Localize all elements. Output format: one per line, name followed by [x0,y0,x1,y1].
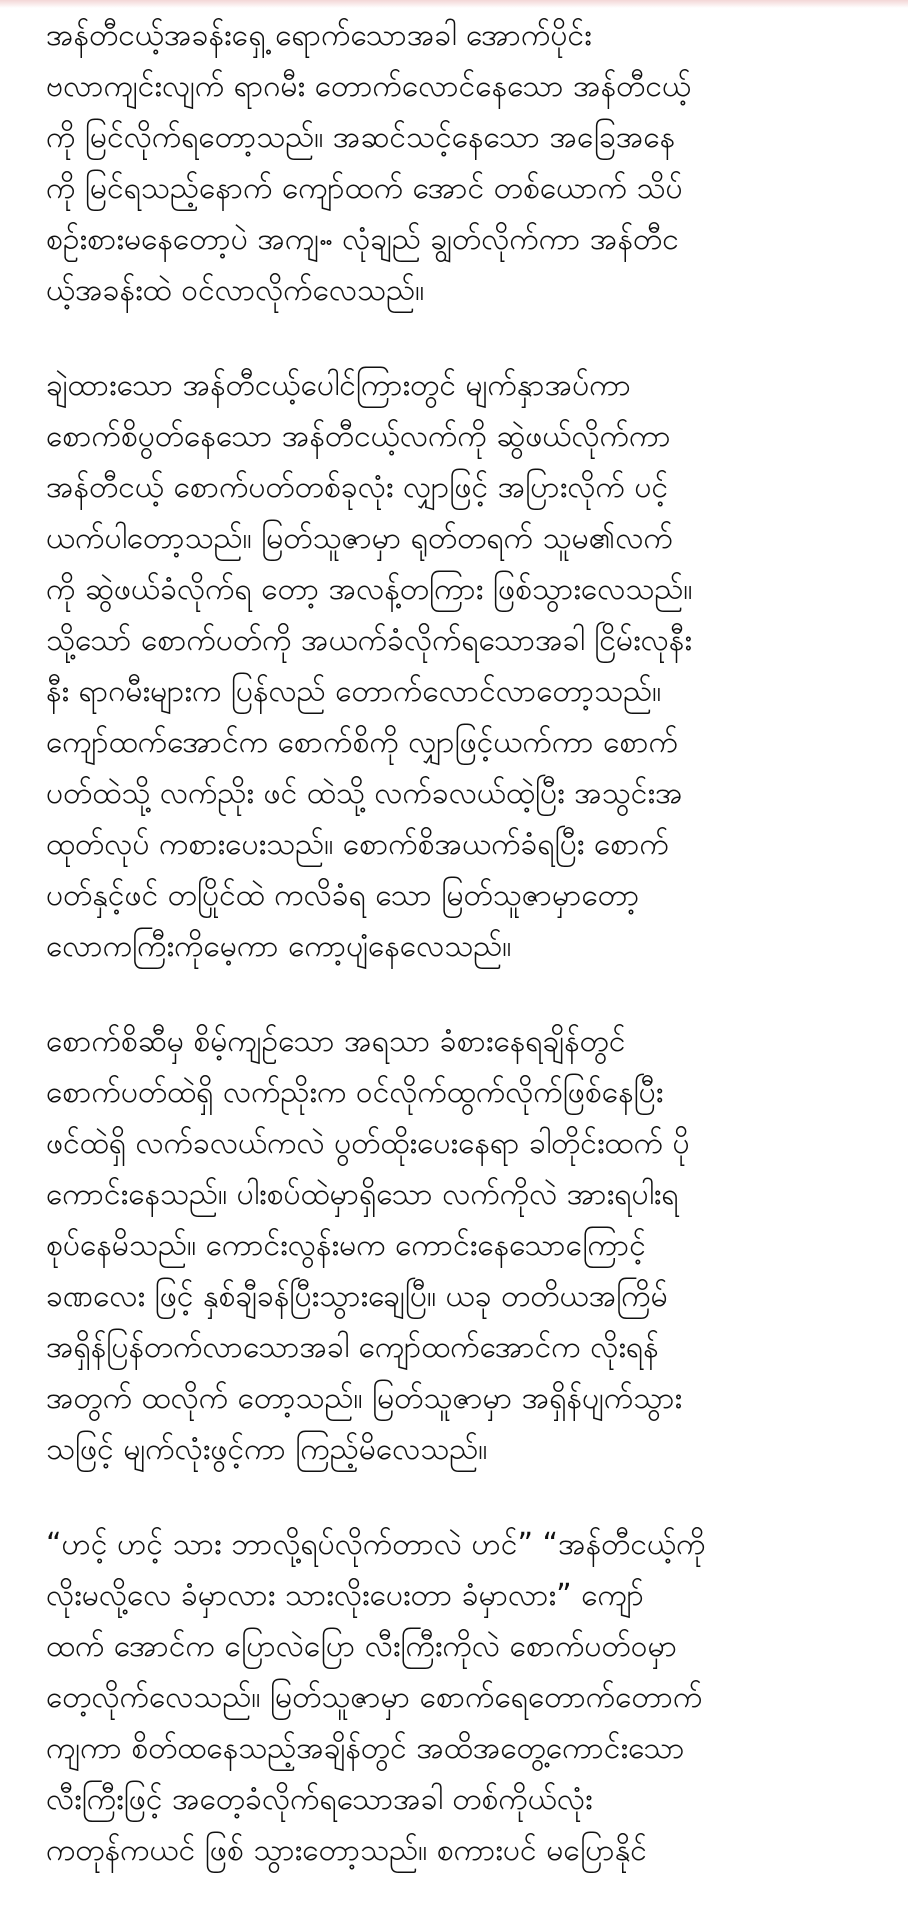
paragraph-4 [46,1519,868,1876]
text-line: ကို ဆွဲဖယ်ခံလိုက်ရ တော့ အလန့်တကြား ဖြစ်သွားလေသည်။ [46,572,693,607]
text-line: ပတ်ထဲသို့ လက်ညိုး ဖင် ထဲသို့ လက်ခလယ်ထဲ့ပြီး အသွင်းအ [46,776,683,811]
text-line: ကတုန်ကယင် ဖြစ် သွားတော့သည်။ စကားပင် မပြောနိုင် [46,1833,647,1868]
text-line: ထက် အောင်က ပြောလဲပြော လီးကြီးကိုလဲ စောက်ပတ်ဝမှာ [46,1629,678,1664]
text-line: လိုးမလို့လေ ခံမှာလား သားလိုးပေးတာ ခံမှာလား” ကျော် [46,1578,644,1613]
text-line: “ဟင့် ဟင့် သား ဘာလို့ရပ်လိုက်တာလဲ ဟင်” “အန်တီငယ့်ကို [46,1527,706,1562]
text-line: လီးကြီးဖြင့် အတေ့ခံလိုက်ရသောအခါ တစ်ကိုယ်လုံး [46,1782,593,1817]
text-line: ကျကာ စိတ်ထနေသည့်အချိန်တွင် အထိအတွေ့ကောင်းသော [46,1731,685,1766]
text-line: အတွက် ထလိုက် တော့သည်။ မြတ်သူဇာမှာ အရှိန်ပျက်သွား [46,1381,683,1416]
text-line: အရှိန်ပြန်တက်လာသောအခါ ကျော်ထက်အောင်က လိုးရန် [46,1330,659,1365]
text-line: ယက်ပါတော့သည်။ မြတ်သူဇာမှာ ရုတ်တရက် သူမ၏လက် [46,521,673,556]
text-line: ဖင်ထဲရှိ လက်ခလယ်ကလဲ ပွတ်ထိုးပေးနေရာ ခါတိုင်းထက် ပို [46,1126,690,1161]
text-line: ဗလာကျင်းလျက် ရာဂမီး တောက်လောင်နေသော အန်တီငယ့် [46,69,692,104]
text-line: ယ့်အခန်းထဲ ဝင်လာလိုက်လေသည်။ [46,273,425,308]
text-line: စဉ်းစားမနေတော့ပဲ အကျႌ လုံချည် ချွတ်လိုက်ကာ အန်တီင [46,222,679,257]
text-line: ပတ်နှင့်ဖင် တပြိုင်ထဲ ကလိခံရ သော မြတ်သူဇာမှာတော့ [46,878,640,913]
text-line: ကို မြင်ရသည့်နောက် ကျော်ထက် အောင် တစ်ယောက် သိပ် [46,171,683,206]
text-line: ကောင်းနေသည်။ ပါးစပ်ထဲမှာရှိသော လက်ကိုလဲ အားရပါးရ [46,1177,679,1212]
text-line: ထုတ်လုပ် ကစားပေးသည်။ စောက်စိအယက်ခံရပြီး စောက် [46,827,669,862]
text-line: တေ့လိုက်လေသည်။ မြတ်သူဇာမှာ စောက်ရေတောက်တောက် [46,1680,703,1715]
text-line: ကို မြင်လိုက်ရတော့သည်။ အဆင်သင့်နေသော အခြေအနေ [46,120,676,155]
text-line: ချဲထားသော အန်တီငယ့်ပေါင်ကြားတွင် မျက်နှာအပ်ကာ [46,368,631,403]
text-line: အန်တီငယ့် စောက်ပတ်တစ်ခုလုံး လျှာဖြင့် အပြားလိုက် ပင့် [46,470,669,505]
article-body[interactable] [46,10,868,1920]
text-line: စုပ်နေမိသည်။ ကောင်းလွန်းမက ကောင်းနေသောကြောင့် [46,1228,646,1263]
text-line: လောကကြီးကိုမေ့ကာ ကော့ပျံနေလေသည်။ [46,929,512,964]
paragraph-3 [46,1016,868,1475]
text-line: စောက်စိပွတ်နေသော အန်တီငယ့်လက်ကို ဆွဲဖယ်လိုက်ကာ [46,419,671,454]
text-line: နီး ရာဂမီးများက ပြန်လည် တောက်လောင်လာတော့သည်။ [46,674,662,709]
text-line: အန်တီငယ့်အခန်းရှေ့ ရောက်သောအခါ အောက်ပိုင်း [46,18,592,53]
text-line: စောက်ပတ်ထဲရှိ လက်ညိုးက ဝင်လိုက်ထွက်လိုက်ဖြစ်နေပြီး [46,1075,664,1110]
text-line: သို့သော် စောက်ပတ်ကို အယက်ခံလိုက်ရသောအခါ ငြိမ်းလုနီး [46,623,692,658]
text-line: သဖြင့် မျက်လုံးဖွင့်ကာ ကြည့်မိလေသည်။ [46,1432,488,1467]
paragraph-2 [46,360,868,972]
text-line: ကျော်ထက်အောင်က စောက်စိကို လျှာဖြင့်ယက်ကာ စောက် [46,725,678,760]
text-line: စောက်စိဆီမှ စိမ့်ကျဉ်သော အရသာ ခံစားနေရချိန်တွင် [46,1024,626,1059]
paragraph-1 [46,10,868,316]
top-edge-strip [0,0,908,8]
text-line: ခဏလေး ဖြင့် နှစ်ချီခန်ပြီးသွားချေပြီ။ ယခု တတိယအကြိမ် [46,1279,668,1314]
